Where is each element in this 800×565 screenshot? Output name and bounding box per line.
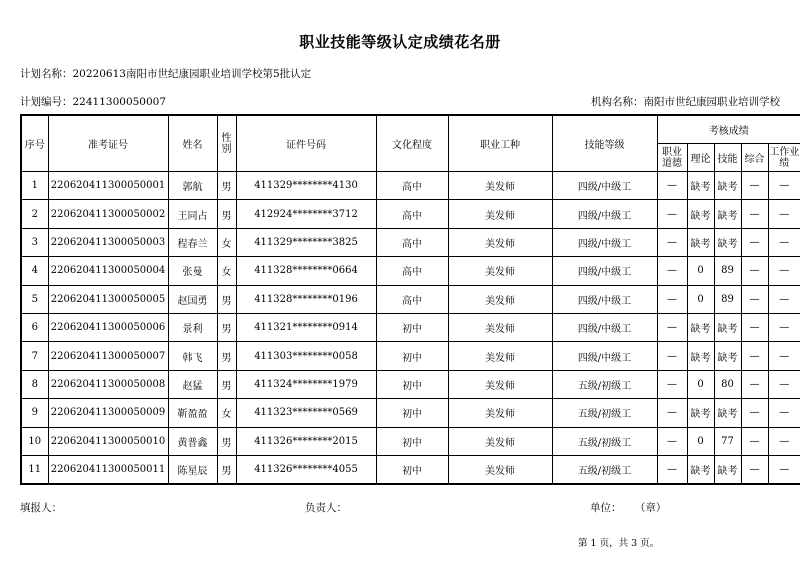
cell-skill: 缺考 [714,342,741,370]
table-row [21,370,800,398]
cell-education: 高中 [376,257,448,285]
cell-exam-no: 220620411300050011 [48,455,168,484]
table-row [21,342,800,370]
cell-id-no: 411329********3825 [236,228,376,256]
cell-name: 张曼 [168,257,217,285]
cell-id-no: 411326********4055 [236,455,376,484]
cell-exam-no: 220620411300050010 [48,427,168,455]
header-work-performance: 工作业绩 [768,144,800,172]
cell-name: 景利 [168,313,217,341]
header-overall: 综合 [741,144,768,172]
cell-skill: 缺考 [714,313,741,341]
cell-ethics: — [657,313,687,341]
cell-ethics: — [657,370,687,398]
cell-ethics: — [657,172,687,200]
cell-gender: 男 [217,427,236,455]
table-row [21,200,800,228]
header-education: 文化程度 [376,115,448,172]
footer-filler: 填报人： [20,502,62,514]
cell-exam-no: 220620411300050008 [48,370,168,398]
cell-overall: — [741,285,768,313]
cell-occupation: 美发师 [448,399,552,427]
cell-overall: — [741,342,768,370]
cell-overall: — [741,200,768,228]
cell-theory: 缺考 [687,172,714,200]
cell-gender: 女 [217,399,236,427]
header-skill-level: 技能等级 [552,115,657,172]
cell-skill: 89 [714,285,741,313]
cell-work-performance: — [768,370,800,398]
cell-theory: 0 [687,285,714,313]
cell-theory: 缺考 [687,399,714,427]
page-number: 第 1 页，共 3 页。 [578,538,660,549]
cell-theory: 缺考 [687,313,714,341]
cell-seq: 6 [21,313,48,341]
cell-seq: 9 [21,399,48,427]
cell-work-performance: — [768,399,800,427]
cell-gender: 女 [217,257,236,285]
cell-exam-no: 220620411300050007 [48,342,168,370]
cell-education: 初中 [376,370,448,398]
cell-education: 高中 [376,172,448,200]
cell-occupation: 美发师 [448,200,552,228]
cell-gender: 男 [217,285,236,313]
cell-work-performance: — [768,172,800,200]
cell-occupation: 美发师 [448,370,552,398]
cell-skill-level: 五级/初级工 [552,455,657,484]
cell-occupation: 美发师 [448,455,552,484]
cell-id-no: 411329********4130 [236,172,376,200]
plan-number: 计划编号：22411300050007 [20,96,167,108]
cell-education: 初中 [376,427,448,455]
page-title: 职业技能等级认定成绩花名册 [299,33,501,51]
cell-overall: — [741,313,768,341]
cell-id-no: 411324********1979 [236,370,376,398]
organization-name: 机构名称：南阳市世纪康园职业培训学校 [591,96,780,108]
cell-overall: — [741,228,768,256]
cell-id-no: 411326********2015 [236,427,376,455]
cell-seq: 2 [21,200,48,228]
cell-work-performance: — [768,228,800,256]
cell-overall: — [741,370,768,398]
cell-name: 韩飞 [168,342,217,370]
cell-exam-no: 220620411300050003 [48,228,168,256]
footer-unit-seal: 单位： （章） [590,502,667,514]
cell-exam-no: 220620411300050002 [48,200,168,228]
cell-gender: 男 [217,370,236,398]
cell-ethics: — [657,228,687,256]
cell-education: 初中 [376,399,448,427]
table-row [21,257,800,285]
cell-name: 黄普鑫 [168,427,217,455]
cell-work-performance: — [768,313,800,341]
cell-exam-no: 220620411300050005 [48,285,168,313]
cell-theory: 0 [687,427,714,455]
cell-ethics: — [657,200,687,228]
cell-skill-level: 四级/中级工 [552,285,657,313]
cell-theory: 缺考 [687,455,714,484]
cell-seq: 8 [21,370,48,398]
header-ethics: 职业道德 [657,144,687,172]
table-row [21,228,800,256]
cell-skill: 缺考 [714,172,741,200]
table-row [21,455,800,484]
table-row [21,172,800,200]
cell-skill-level: 五级/初级工 [552,427,657,455]
cell-theory: 0 [687,370,714,398]
cell-education: 高中 [376,200,448,228]
cell-skill: 缺考 [714,455,741,484]
cell-skill: 缺考 [714,200,741,228]
header-name: 姓名 [168,115,217,172]
cell-gender: 男 [217,455,236,484]
cell-ethics: — [657,342,687,370]
header-skill: 技能 [714,144,741,172]
cell-ethics: — [657,399,687,427]
cell-ethics: — [657,455,687,484]
cell-theory: 缺考 [687,200,714,228]
cell-occupation: 美发师 [448,285,552,313]
cell-education: 初中 [376,342,448,370]
cell-seq: 5 [21,285,48,313]
cell-skill: 缺考 [714,399,741,427]
cell-education: 高中 [376,228,448,256]
header-occupation: 职业工种 [448,115,552,172]
cell-skill-level: 四级/中级工 [552,342,657,370]
cell-occupation: 美发师 [448,228,552,256]
cell-exam-no: 220620411300050009 [48,399,168,427]
cell-gender: 男 [217,172,236,200]
cell-occupation: 美发师 [448,172,552,200]
cell-gender: 男 [217,313,236,341]
cell-education: 初中 [376,455,448,484]
cell-seq: 10 [21,427,48,455]
cell-gender: 女 [217,228,236,256]
header-score-group: 考核成绩 [657,115,800,144]
cell-name: 王同占 [168,200,217,228]
cell-work-performance: — [768,455,800,484]
cell-theory: 0 [687,257,714,285]
cell-name: 程春兰 [168,228,217,256]
cell-seq: 3 [21,228,48,256]
cell-skill: 缺考 [714,228,741,256]
cell-id-no: 411321********0914 [236,313,376,341]
footer-responsible: 负责人： [305,502,347,514]
cell-seq: 7 [21,342,48,370]
cell-occupation: 美发师 [448,313,552,341]
cell-skill-level: 五级/初级工 [552,370,657,398]
cell-overall: — [741,427,768,455]
header-seq: 序号 [21,115,48,172]
cell-skill-level: 四级/中级工 [552,313,657,341]
cell-seq: 4 [21,257,48,285]
cell-work-performance: — [768,427,800,455]
header-gender: 性别 [217,115,236,172]
header-id-no: 证件号码 [236,115,376,172]
table-row [21,285,800,313]
cell-ethics: — [657,257,687,285]
cell-ethics: — [657,285,687,313]
cell-exam-no: 220620411300050001 [48,172,168,200]
header-theory: 理论 [687,144,714,172]
cell-id-no: 411303********0058 [236,342,376,370]
cell-ethics: — [657,427,687,455]
table-row [21,427,800,455]
cell-id-no: 412924********3712 [236,200,376,228]
cell-work-performance: — [768,257,800,285]
cell-exam-no: 220620411300050006 [48,313,168,341]
cell-overall: — [741,455,768,484]
plan-name: 计划名称：20220613南阳市世纪康园职业培训学校第5批认定 [20,68,312,80]
cell-exam-no: 220620411300050004 [48,257,168,285]
cell-occupation: 美发师 [448,342,552,370]
cell-occupation: 美发师 [448,257,552,285]
cell-name: 郭航 [168,172,217,200]
cell-id-no: 411328********0196 [236,285,376,313]
cell-work-performance: — [768,342,800,370]
cell-name: 靳盈盈 [168,399,217,427]
cell-skill-level: 四级/中级工 [552,172,657,200]
cell-skill: 80 [714,370,741,398]
cell-id-no: 411323********0569 [236,399,376,427]
cell-id-no: 411328********0664 [236,257,376,285]
cell-name: 陈星辰 [168,455,217,484]
cell-education: 高中 [376,285,448,313]
cell-name: 赵国勇 [168,285,217,313]
cell-theory: 缺考 [687,342,714,370]
score-roster-table [20,114,800,485]
cell-skill-level: 四级/中级工 [552,257,657,285]
cell-skill-level: 五级/初级工 [552,399,657,427]
cell-seq: 1 [21,172,48,200]
cell-skill-level: 四级/中级工 [552,228,657,256]
cell-skill: 77 [714,427,741,455]
cell-seq: 11 [21,455,48,484]
cell-gender: 男 [217,200,236,228]
cell-overall: — [741,399,768,427]
cell-occupation: 美发师 [448,427,552,455]
cell-gender: 男 [217,342,236,370]
cell-overall: — [741,172,768,200]
cell-skill: 89 [714,257,741,285]
cell-skill-level: 四级/中级工 [552,200,657,228]
cell-work-performance: — [768,200,800,228]
cell-work-performance: — [768,285,800,313]
cell-overall: — [741,257,768,285]
header-exam-no: 准考证号 [48,115,168,172]
table-row [21,313,800,341]
cell-education: 初中 [376,313,448,341]
cell-name: 赵猛 [168,370,217,398]
cell-theory: 缺考 [687,228,714,256]
table-row [21,399,800,427]
